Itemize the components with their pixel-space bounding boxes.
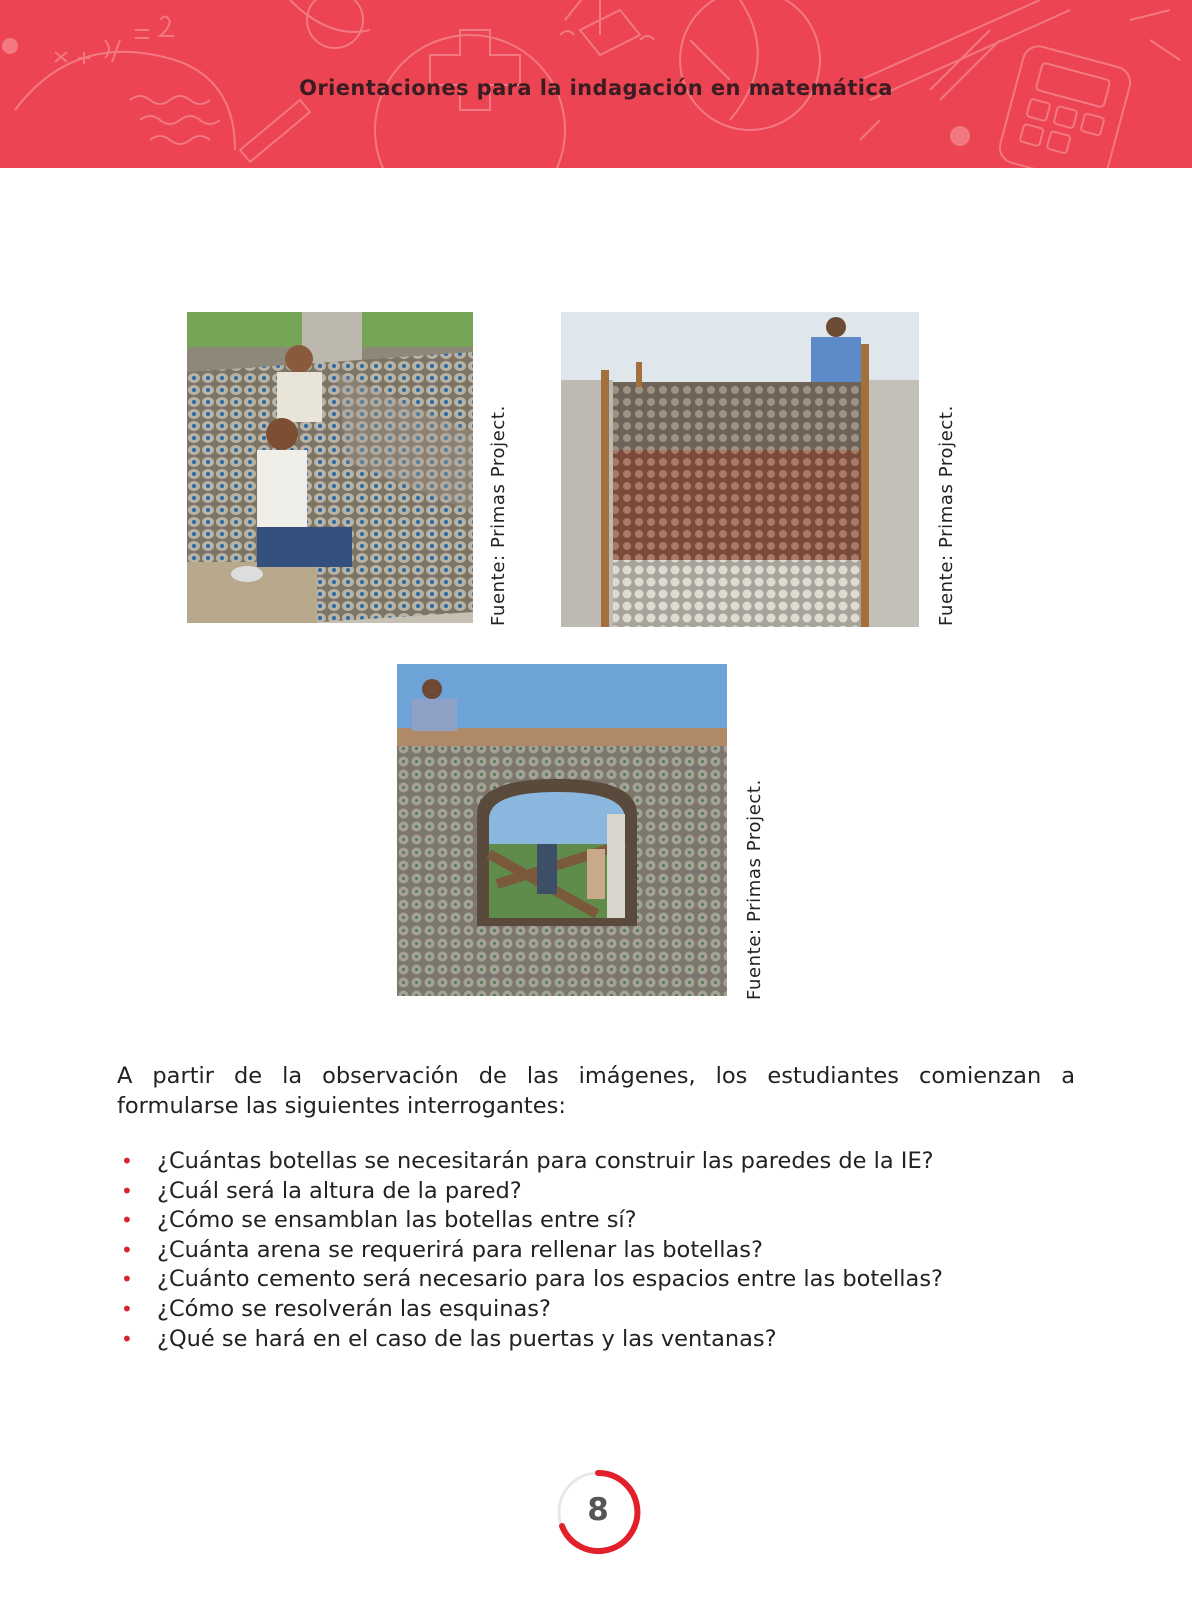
photo-2-caption: Fuente: Primas Project. [936,405,957,626]
list-item: • ¿Cuántas botellas se necesitarán para construir las paredes de la IE? [117,1147,1075,1177]
bullet-icon: • [121,1178,133,1203]
bullet-icon: • [121,1208,133,1233]
bullet-icon: • [121,1237,133,1262]
list-item: • ¿Cómo se resolverán las esquinas? [117,1295,1075,1325]
list-item: • ¿Cuánta arena se requerirá para rellenar las botellas? [117,1236,1075,1266]
photo-bottle-wall-construction [561,312,919,627]
list-item: • ¿Cuál será la altura de la pared? [117,1177,1075,1207]
bullet-icon: • [121,1296,133,1321]
page-header [0,0,1192,168]
list-item: • ¿Qué se hará en el caso de las puertas y las ventanas? [117,1325,1075,1355]
bullet-icon: • [121,1149,133,1173]
page-number: 8 [587,1492,609,1528]
list-item: • ¿Cómo se ensamblan las botellas entre sí? [117,1206,1075,1236]
photo-children-bottle-wall [187,312,473,623]
page-number-badge [554,1468,642,1556]
questions-list [117,1147,1075,1354]
photo-3-caption: Fuente: Primas Project. [744,779,765,1000]
header-title: Orientaciones para la indagación en matemática [299,76,893,100]
intro-line-1: A partir de la observación de las imágenes, los estudiantes comienzan a [117,1063,1075,1089]
intro-line-2: formularse las siguientes interrogantes: [117,1092,566,1119]
intro-paragraph [117,1062,1075,1121]
photo-bottle-wall-window [397,664,727,996]
bullet-icon: • [121,1267,133,1292]
photo-1-caption: Fuente: Primas Project. [488,405,509,626]
bullet-icon: • [121,1326,133,1351]
list-item: • ¿Cuánto cemento será necesario para los espacios entre las botellas? [117,1265,1075,1295]
